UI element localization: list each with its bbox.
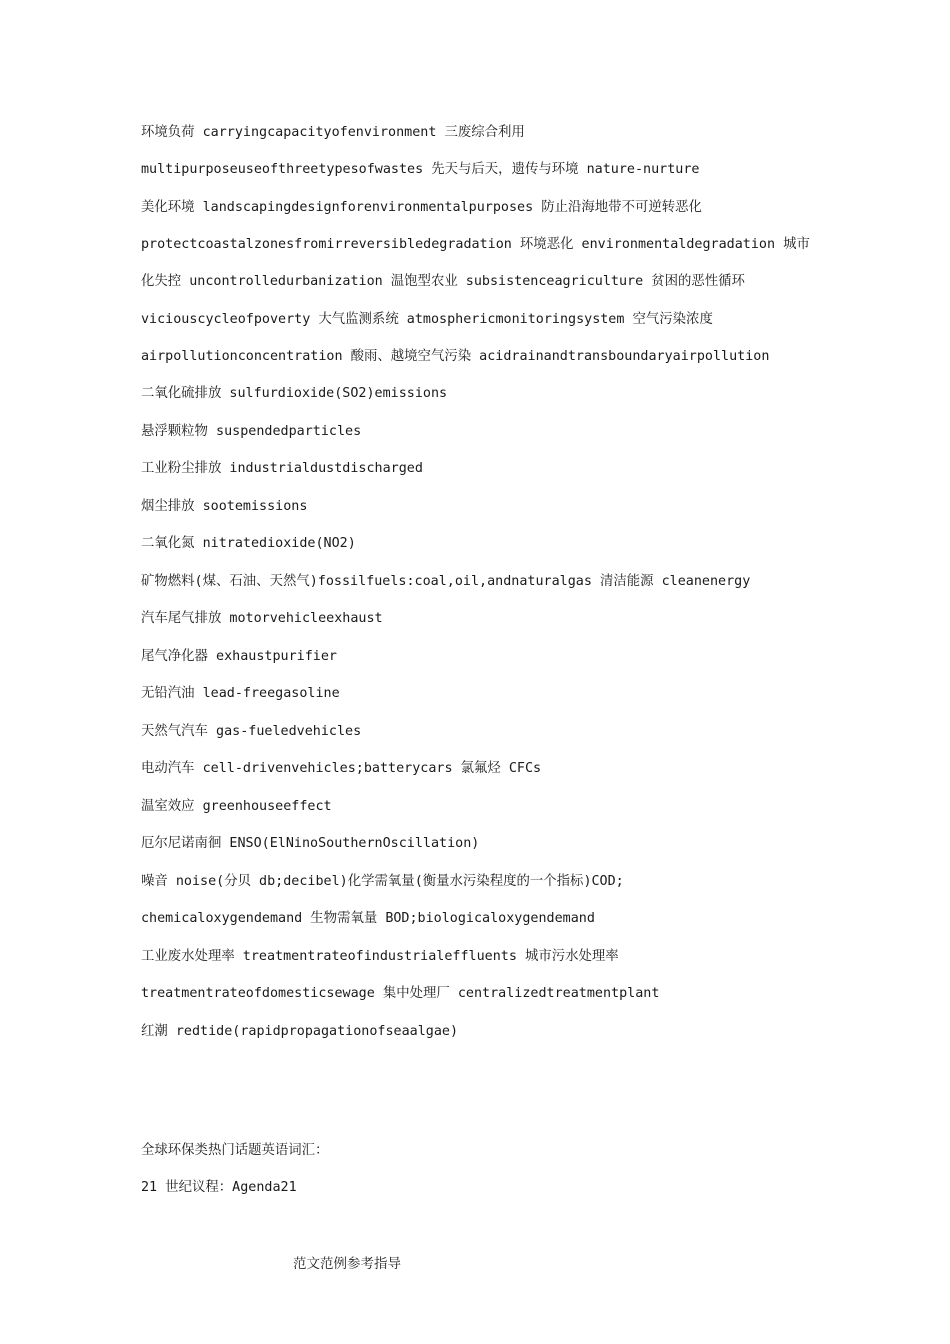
text-line: 尾气净化器 exhaustpurifier (141, 649, 337, 664)
text-line: 温室效应 greenhouseeffect (141, 799, 332, 814)
text-line: 无铅汽油 lead-freegasoline (141, 686, 340, 701)
text-line: viciouscycleofpoverty 大气监测系统 atmosphericmonitoringsystem 空气污染浓度 (141, 312, 713, 327)
text-line: 21 世纪议程：Agenda21 (141, 1180, 297, 1195)
text-line: 二氧化氮 nitratedioxide(NO2) (141, 536, 356, 551)
text-line: 厄尔尼诺南徊 ENSO(ElNinoSouthernOscillation) (141, 836, 480, 851)
text-line: 二氧化硫排放 sulfurdioxide(SO2)emissions (141, 386, 448, 401)
text-line: 烟尘排放 sootemissions (141, 499, 308, 514)
text-line: 噪音 noise(分贝 db;decibel)化学需氧量(衡量水污染程度的一个指标)COD; (141, 874, 624, 889)
page-footer: 范文范例参考指导 (293, 1256, 401, 1272)
text-line: 化失控 uncontrolledurbanization 温饱型农业 subsistenceagriculture 贫困的恶性循环 (141, 274, 745, 289)
text-line: protectcoastalzonesfromirreversibledegradation 环境恶化 environmentaldegradation 城市 (141, 237, 810, 252)
text-line: 天然气汽车 gas-fueledvehicles (141, 724, 362, 739)
section-heading: 全球环保类热门话题英语词汇： (141, 1143, 329, 1158)
text-line: chemicaloxygendemand 生物需氧量 BOD;biologicaloxygendemand (141, 911, 595, 926)
text-line: 工业粉尘排放 industrialdustdischarged (141, 461, 423, 476)
text-line: 悬浮颗粒物 suspendedparticles (141, 424, 362, 439)
text-line: 环境负荷 carryingcapacityofenvironment 三废综合利用 (141, 125, 525, 140)
text-line: 汽车尾气排放 motorvehicleexhaust (141, 611, 383, 626)
text-line: 美化环境 landscapingdesignforenvironmentalpurposes 防止沿海地带不可逆转恶化 (141, 200, 702, 215)
text-line: 电动汽车 cell-drivenvehicles;batterycars 氯氟烃 CFCs (141, 761, 542, 776)
text-line: multipurposeuseofthreetypesofwastes 先天与后天，遗传与环境 nature-nurture (141, 162, 700, 177)
text-line: 工业废水处理率 treatmentrateofindustrialeffluents 城市污水处理率 (141, 949, 619, 964)
text-line: treatmentrateofdomesticsewage 集中处理厂 centralizedtreatmentplant (141, 986, 660, 1001)
text-line: 矿物燃料(煤、石油、天然气)fossilfuels:coal,oil,andnaturalgas 清洁能源 cleanenergy (141, 574, 751, 589)
text-line: 红潮 redtide(rapidpropagationofseaalgae) (141, 1024, 459, 1039)
text-line: airpollutionconcentration 酸雨、越境空气污染 acidrainandtransboundaryairpollution (141, 349, 770, 364)
